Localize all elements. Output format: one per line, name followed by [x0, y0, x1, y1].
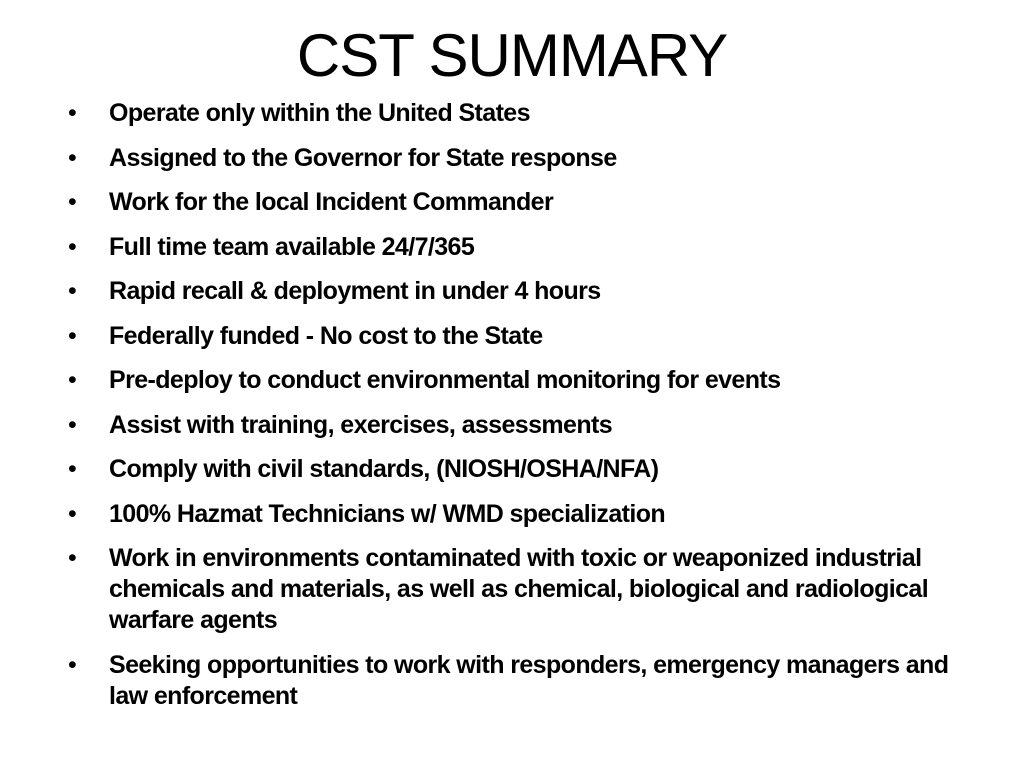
bullet-icon: • [68, 321, 77, 350]
bullet-item [64, 454, 954, 485]
bullet-text: Assigned to the Governor for State response [109, 143, 617, 172]
bullet-text: Rapid recall & deployment in under 4 hours [109, 277, 601, 305]
slide-title: CST SUMMARY [296, 22, 728, 89]
bullet-icon: • [68, 544, 77, 572]
bullet-item [64, 232, 954, 263]
bullet-text: Pre-deploy to conduct environmental monitoring for events [109, 366, 781, 394]
bullet-item [64, 187, 954, 218]
bullet-icon: • [68, 232, 77, 261]
bullet-icon: • [68, 143, 77, 172]
bullet-text: Assist with training, exercises, assessments [109, 410, 613, 439]
bullet-item [64, 276, 954, 307]
bullet-item [64, 499, 954, 530]
bullet-text: Seeking opportunities to work with responders, emergency managers and law enforcement [109, 650, 949, 710]
bullet-text: Federally funded - No cost to the State [109, 321, 543, 350]
bullet-icon: • [68, 455, 77, 483]
bullet-text: Comply with civil standards, (NIOSH/OSHA/NFA) [109, 455, 659, 483]
bullet-icon: • [68, 366, 77, 394]
bullet-item [64, 143, 954, 174]
bullet-icon: • [68, 99, 77, 127]
bullet-text: Work in environments contaminated with toxic or weaponized industrial chemicals and materials, as well as chemical, biological and radiological warfare agents [109, 544, 929, 634]
bullet-icon: • [68, 188, 77, 216]
bullet-icon: • [68, 499, 77, 528]
bullet-item [64, 321, 954, 352]
bullet-item [64, 410, 954, 441]
bullet-list [64, 98, 954, 725]
bullet-text: Full time team available 24/7/365 [109, 232, 475, 261]
bullet-icon: • [68, 650, 77, 679]
bullet-item [64, 98, 954, 129]
bullet-item [64, 650, 954, 712]
bullet-icon: • [68, 277, 77, 305]
bullet-icon: • [68, 410, 77, 439]
bullet-item [64, 543, 954, 636]
bullet-text: 100% Hazmat Technicians w/ WMD specialization [109, 499, 666, 528]
bullet-item [64, 365, 954, 396]
bullet-text: Operate only within the United States [109, 99, 530, 127]
bullet-text: Work for the local Incident Commander [109, 188, 554, 216]
